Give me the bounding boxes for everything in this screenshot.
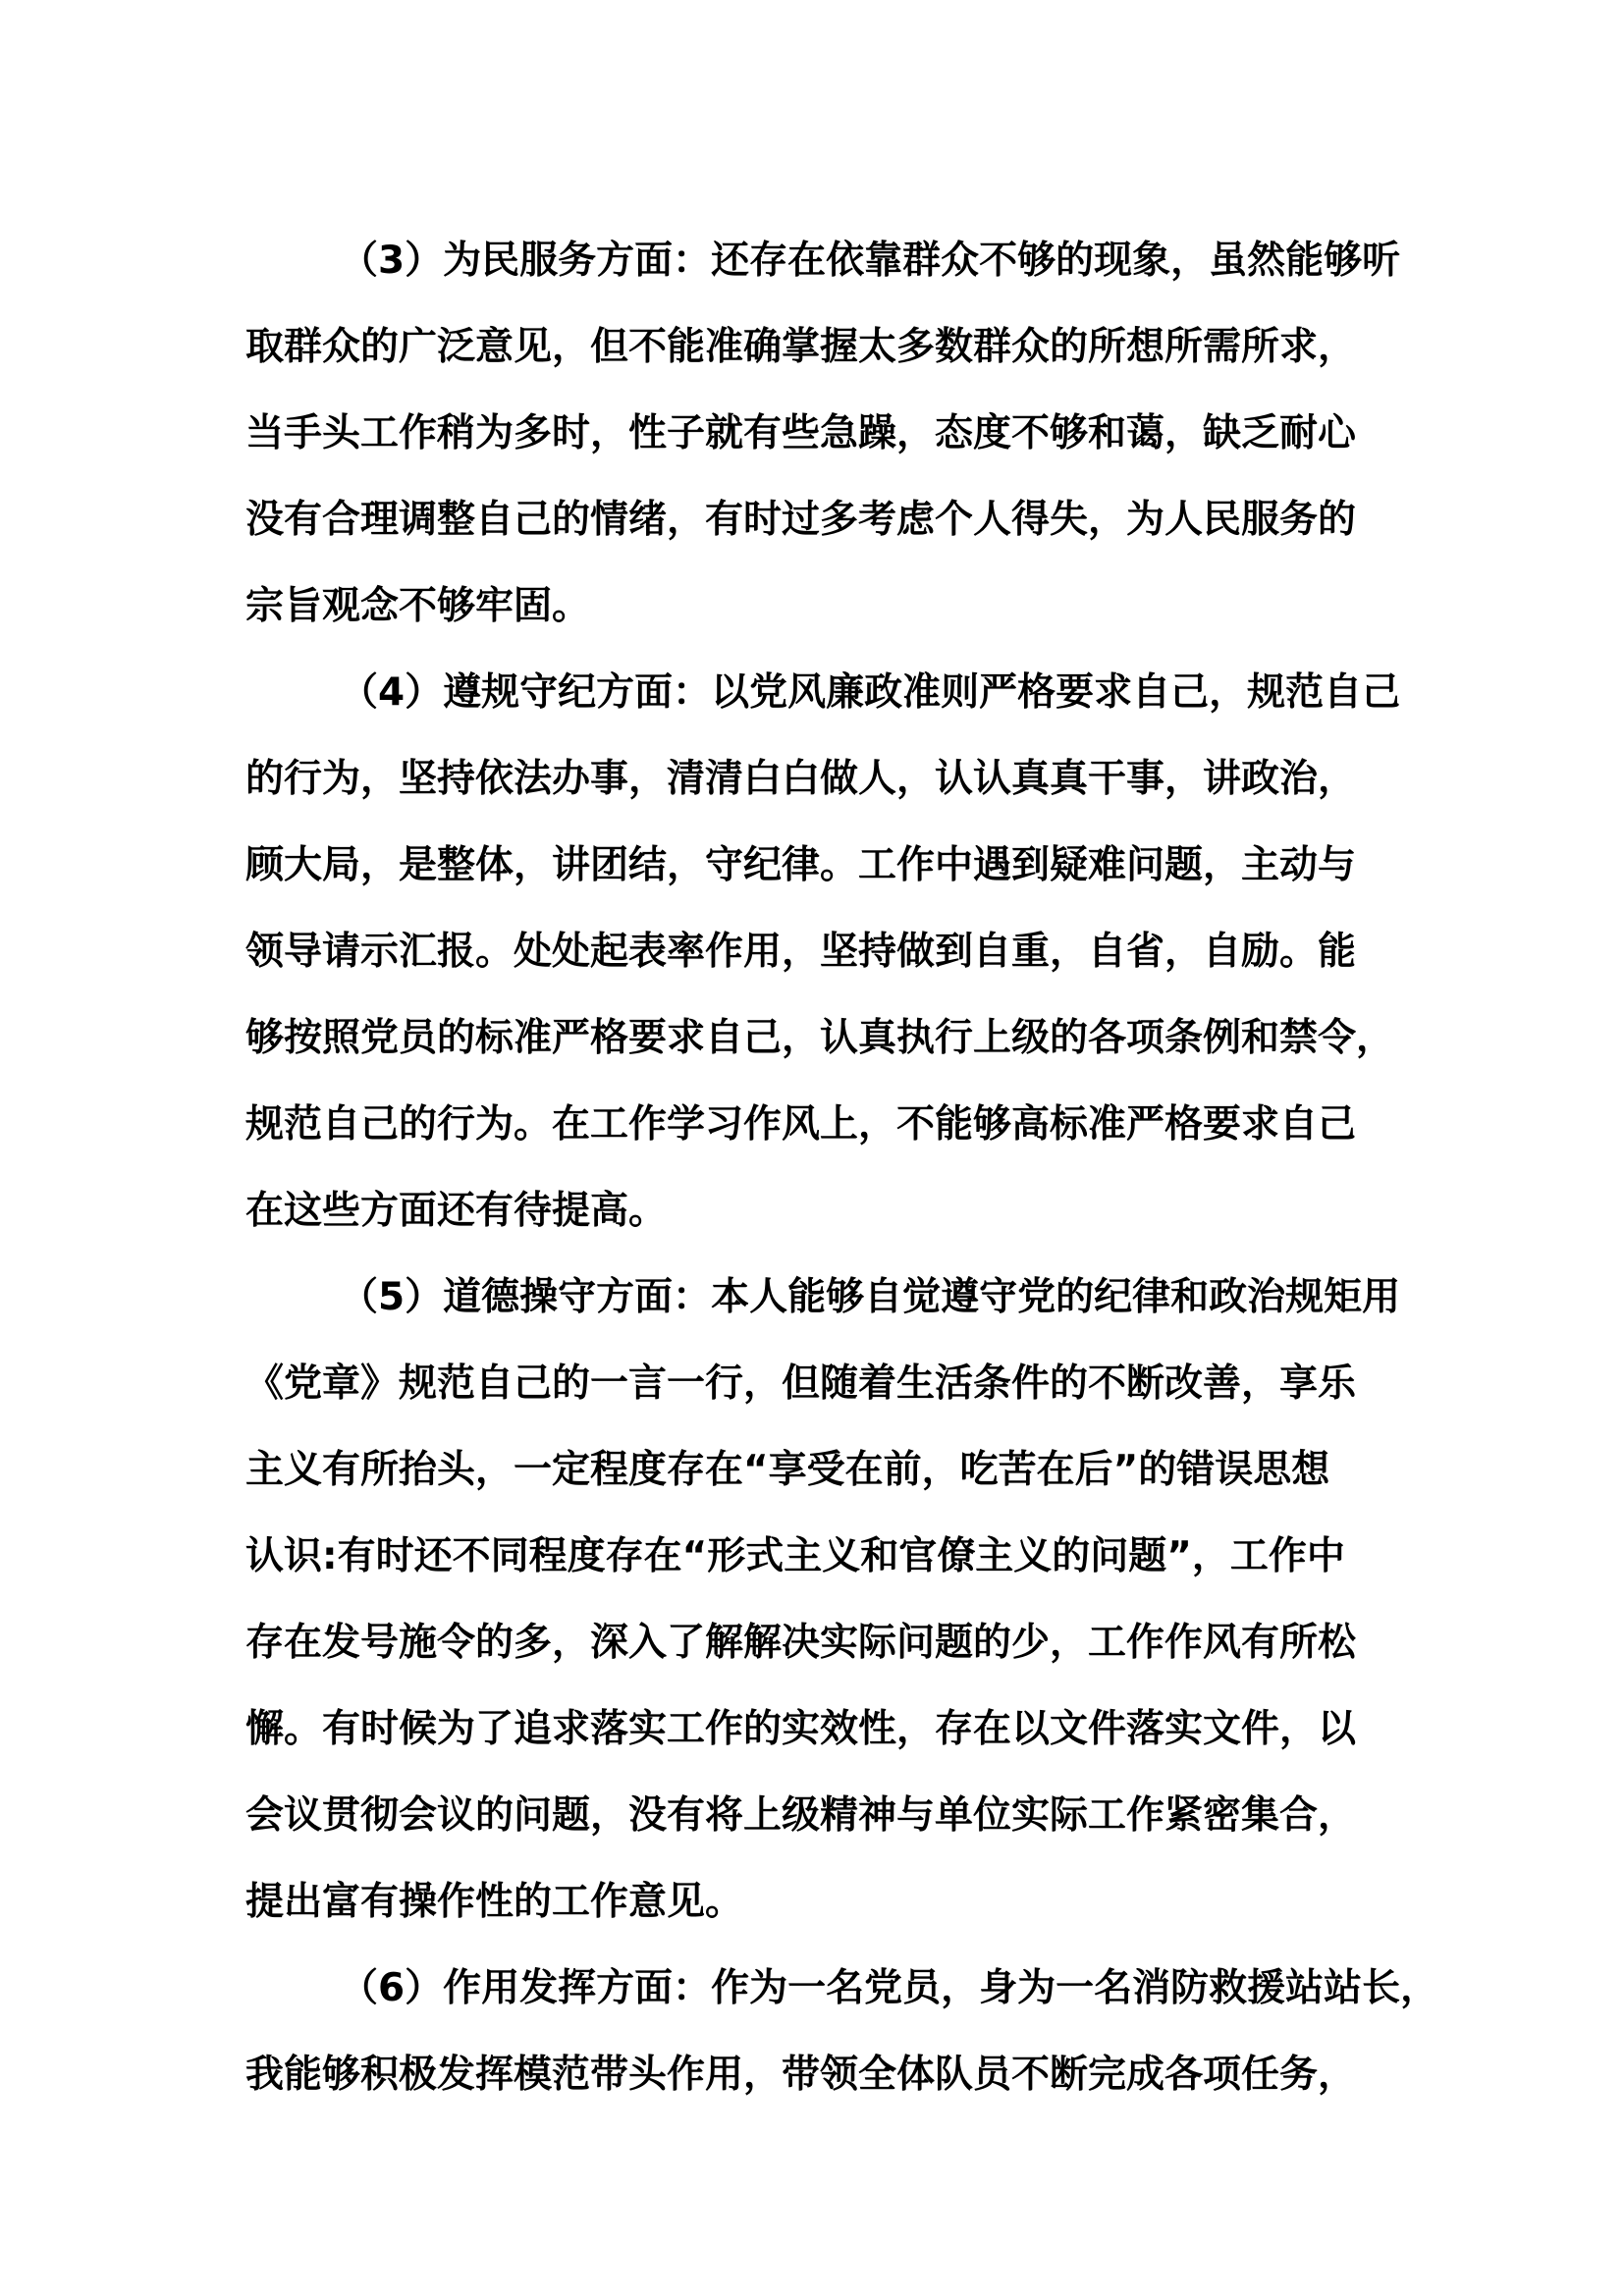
text-line: 当手头工作稍为多时，性子就有些急躁，态度不够和蔼，缺乏耐心	[245, 411, 1357, 455]
paragraph-discipline	[245, 650, 1401, 1255]
paragraph-morality	[245, 1255, 1401, 1946]
text-line: 规范自己的行为。在工作学习作风上，不能够高标准严格要求自己	[245, 1102, 1357, 1147]
text-line: 宗旨观念不够牢固。	[245, 584, 591, 628]
text-line: 会议贯彻会议的问题，没有将上级精神与单位实际工作紧密集合，	[245, 1793, 1357, 1838]
text-line: （6）作用发挥方面：作为一名党员，身为一名消防救援站站长，	[340, 1966, 1439, 2010]
text-line: 存在发号施令的多，深入了解解决实际问题的少，工作作风有所松	[245, 1621, 1357, 1665]
text-line: 我能够积极发挥模范带头作用，带领全体队员不断完成各项任务，	[245, 2053, 1357, 2097]
text-line: （5）道德操守方面：本人能够自觉遵守党的纪律和政治规矩用	[340, 1275, 1401, 1319]
paragraph-role	[245, 1946, 1439, 2118]
paragraph-service	[245, 218, 1401, 650]
text-line: 顾大局，是整体，讲团结，守纪律。工作中遇到疑难问题，主动与	[245, 843, 1357, 887]
text-line: （4）遵规守纪方面：以党风廉政准则严格要求自己，规范自己	[340, 670, 1401, 715]
text-line: 取群众的广泛意见，但不能准确掌握太多数群众的所想所需所求，	[245, 325, 1357, 369]
text-line: 领导请示汇报。处处起表率作用，坚持做到自重，自省，自励。能	[245, 930, 1357, 974]
text-line: 懈。有时候为了追求落实工作的实效性，存在以文件落实文件，以	[245, 1707, 1357, 1751]
text-line: 在这些方面还有待提高。	[245, 1189, 668, 1233]
text-line: 够按照党员的标准严格要求自己，认真执行上级的各项条例和禁令，	[245, 1016, 1395, 1060]
text-line: 《党章》规范自己的一言一行，但随着生活条件的不断改善，享乐	[245, 1362, 1357, 1406]
text-line: 认识:有时还不同程度存在“形式主义和官僚主义的问题”，工作中	[245, 1534, 1345, 1578]
text-line: 的行为，坚持依法办事，清清白白做人，认认真真干事，讲政治，	[245, 757, 1357, 801]
text-line: 提出富有操作性的工作意见。	[245, 1880, 744, 1924]
text-line: 没有合理调整自己的情绪，有时过多考虑个人得失，为人民服务的	[245, 498, 1357, 542]
text-line: 主义有所抬头，一定程度存在“享受在前，吃苦在后”的错误思想	[245, 1448, 1330, 1492]
document-body	[245, 218, 1439, 2118]
text-line: （3）为民服务方面：还存在依靠群众不够的现象，虽然能够听	[340, 239, 1401, 283]
